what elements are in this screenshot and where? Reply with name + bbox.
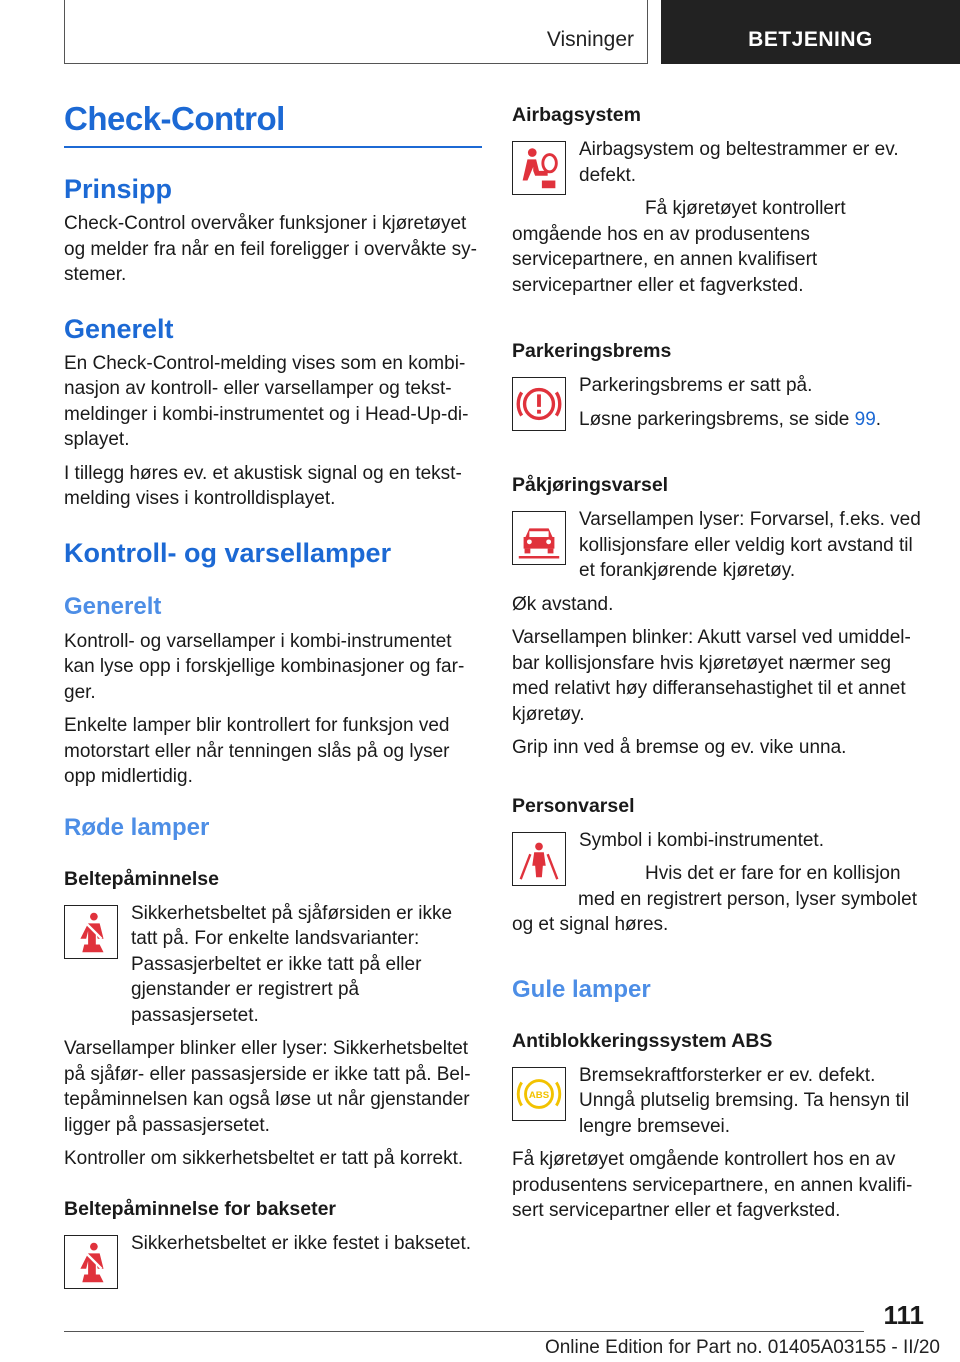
left-column: [64, 100, 482, 1291]
parking-brake-block: [512, 373, 930, 440]
lamps-text-1: Kontroll- og varsellamper i kombi-instrumentet kan lyse opp i forskjellige kombinasjoner og farger.: [64, 630, 465, 703]
abs-text-2: Få kjøretøyet omgående kontrollert hos en av produsentens servicepartnere, en annen kvalifisert servicepartner eller et fagverksted.: [512, 1149, 913, 1221]
abs-icon-label: ABS: [528, 1089, 550, 1101]
airbag-block: [512, 137, 930, 306]
heading-general: Generelt: [64, 313, 174, 344]
airbag-icon: [512, 141, 566, 195]
heading-belt-reminder: Beltepåminnelse: [64, 867, 219, 890]
principle-text: Check-Control overvåker funksjoner i kjøretøyet og melder fra når en feil foreligger i overvåkte systemer.: [64, 213, 477, 285]
person-text-1: Symbol i kombi-instrumentet.: [579, 829, 824, 851]
parking-brake-icon: [512, 377, 566, 431]
subheading-lamps-general: Generelt: [64, 592, 162, 620]
lamps-text-2: Enkelte lamper blir kontrollert for funksjon ved motorstart eller når tenningen slås på og lyser opp midlertidig.: [64, 715, 450, 787]
collision-text-3: Varsellampen blinker: Akutt varsel ved umiddelbar kollisjonsfare hvis kjøretøyet nærmer seg med relativt høy differansehastighet til et annet kjøretøy.: [512, 627, 911, 725]
header-section-title: Visninger: [546, 28, 634, 51]
belt-reminder-block: [64, 901, 482, 1037]
heading-abs: Antiblokkeringssystem ABS: [512, 1029, 773, 1052]
belt-text-1: Sikkerhetsbeltet på sjåførsiden er ikke tatt på. For enkelte landsvarianter: Passasjerbeltet er ikke tatt på eller gjenstander er registrert på passasjersetet.: [131, 902, 453, 1026]
belt-text-2: Varsellamper blinker eller lyser: Sikkerhetsbeltet på sjåfør- eller passasjerside er ikke tatt på. Beltepåminnelsen kan også løse ut når gjenstander ligger på passasjersetet.: [64, 1038, 471, 1136]
airbag-text-1: Airbagsystem og beltestrammer er ev. defekt.: [579, 139, 899, 186]
abs-block: [512, 1063, 930, 1148]
right-column: [512, 104, 930, 1232]
parking-text-2-post: .: [875, 408, 882, 430]
general-text-2: I tillegg høres ev. et akustisk signal og en tekstmelding vises i kontrolldisplayet.: [64, 462, 462, 509]
heading-airbag: Airbagsystem: [512, 104, 641, 126]
person-text-2: Hvis det er fare for en kollisjon med en registrert person, lyser symbolet og et signal høres.: [512, 863, 917, 935]
page-number: 111: [883, 1300, 924, 1330]
rear-belt-text-1: Sikkerhetsbeltet er ikke festet i baksetet.: [131, 1232, 472, 1254]
parking-text-1: Parkeringsbrems er satt på.: [579, 375, 813, 396]
rear-seatbelt-icon: [64, 1235, 118, 1289]
abs-icon: [512, 1067, 566, 1121]
rear-belt-block: [64, 1231, 482, 1291]
heading-parking-brake: Parkeringsbrems: [512, 340, 672, 362]
heading-collision-warning: Påkjøringsvarsel: [512, 474, 669, 496]
collision-text-4: Grip inn ved å bremse og ev. vike unna.: [512, 737, 847, 758]
collision-block: [512, 507, 930, 592]
airbag-text-2: Få kjøretøyet kontrollert omgående hos en av produsentens servicepartnere, en annen kvalifisert servicepartner eller et fagverksted.: [512, 198, 846, 296]
heading-person-warning: Personvarsel: [512, 794, 635, 817]
heading-rear-belt-reminder: Beltepåminnelse for bakseter: [64, 1197, 337, 1220]
page-link-99[interactable]: 99: [854, 408, 876, 430]
heading-lamps: Kontroll- og varsellamper: [64, 537, 392, 568]
chapter-label: BETJENING: [748, 28, 873, 51]
general-text-1: En Check-Control-melding vises som en kombinasjon av kontroll- eller varsellamper og tekstmeldinger i kombi-instrumentet og i Head-Up-displayet.: [64, 352, 469, 450]
footer-divider: [64, 1331, 864, 1332]
person-warning-icon: [512, 832, 566, 886]
belt-text-3: Kontroller om sikkerhetsbeltet er tatt på korrekt.: [64, 1148, 464, 1169]
page-title: Check-Control: [64, 100, 482, 148]
person-block: [512, 828, 930, 946]
heading-red-lamps: Røde lamper: [64, 813, 210, 841]
collision-text-1: Varsellampen lyser: Forvarsel, f.eks. ved kollisjonsfare eller veldig kort avstand til et forankjørende kjøretøy.: [579, 509, 921, 581]
heading-principle: Prinsipp: [64, 174, 173, 204]
header-chapter-tab: [661, 0, 960, 64]
heading-yellow-lamps: Gule lamper: [512, 975, 651, 1003]
collision-text-2: Øk avstand.: [512, 593, 614, 615]
footer-edition: Online Edition for Part no. 01405A03155 - II/20: [544, 1337, 940, 1358]
abs-text-1: Bremsekraftforsterker er ev. defekt. Unngå plutselig bremsing. Ta hensyn til lengre bremsevei.: [579, 1064, 910, 1137]
collision-warning-icon: [512, 511, 566, 565]
seatbelt-icon: [64, 905, 118, 959]
parking-text-2: [579, 407, 930, 433]
parking-text-2-pre: Løsne parkeringsbrems, se side: [579, 408, 855, 430]
